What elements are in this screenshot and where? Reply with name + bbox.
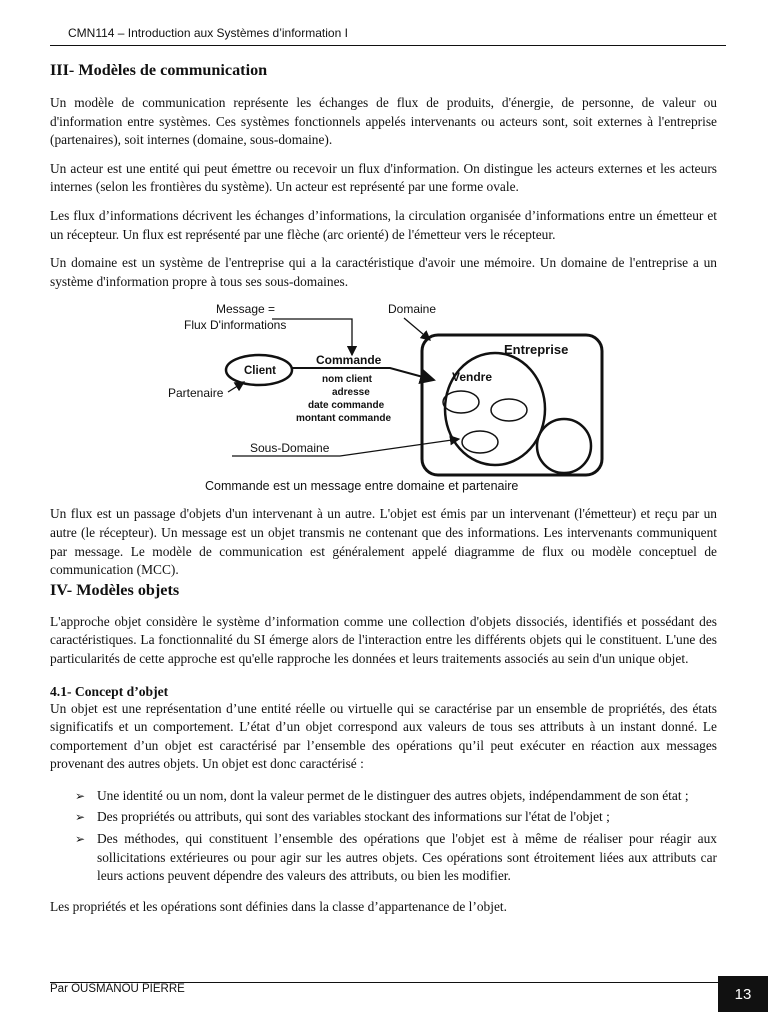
message-label-line2: Flux D'informations [184, 318, 287, 333]
list-item [50, 787, 717, 806]
list-item-text: Des propriétés ou attributs, qui sont des variables stockant des informations sur l'état de l'objet ; [97, 809, 610, 825]
bullet-arrow-icon: ➢ [75, 810, 86, 825]
section-3-title: III- Modèles de communication [50, 61, 268, 79]
list-item-text: Des méthodes, qui constituent l’ensemble des opérations que l'objet est à même de réaliser pour réagir aux sollicitations extérieures ou pour agir sur les autres objets. Ces opérations sont étroitement liées aux attributs car leurs actions peuvent dépendre des valeurs des attributs, ou bien les modifier. [97, 831, 717, 884]
list-item [50, 830, 717, 886]
commande-field-3: date commande [308, 400, 385, 412]
domain-oval [537, 419, 591, 473]
list-item-text: Une identité ou un nom, dont la valeur permet de le distinguer des autres objets, indépendamment de son état ; [97, 787, 689, 803]
sub-domain-oval-1 [443, 391, 479, 413]
communication-diagram [50, 299, 717, 505]
diagram-caption: Commande est un message entre domaine et partenaire [205, 479, 519, 494]
section-3-paragraph-4: Un domaine est un système de l'entreprise qui a la caractéristique d'avoir une mémoire. Un domaine de l'entreprise a un système d'information propre à tous ses sous-domaines. [50, 255, 717, 289]
section-4-paragraph-2: Un objet est une représentation d’une entité réelle ou virtuelle qui se caractérise par un ensemble de propriétés, des états significatifs et un comportement. L’état d’un objet correspond aux valeurs de tous ses attributs à un instant donné. Le comportement d’un objet est caractérisé par l’ensemble des opérations qu’il peut exécuter en réaction aux messages provenant des autres objets. Un objet est donc caractérisé : [50, 700, 717, 772]
page-number-badge: 13 [718, 976, 768, 1012]
domaine-label: Domaine [388, 302, 437, 317]
running-header: CMN114 – Introduction aux Systèmes d’information I [68, 26, 348, 40]
section-4-paragraph-3: Les propriétés et les opérations sont définies dans la classe d’appartenance de l’objet. [50, 898, 507, 914]
domaine-arrow [404, 318, 430, 340]
communication-diagram-svg [162, 299, 612, 505]
commande-field-1: nom client [322, 374, 373, 386]
section-3-paragraph-1: Un modèle de communication représente les échanges de flux de produits, d'énergie, de personne, de valeur ou d'information entre systèmes. Ces systèmes fonctionnels appelés intervenants ou acteurs sont, soit externes à l'entreprise (partenaires), soit internes (domaine, sous-domaine). [50, 95, 717, 148]
section-4-title: IV- Modèles objets [50, 580, 180, 599]
sub-domain-oval-3 [462, 431, 498, 453]
header-rule [50, 45, 726, 46]
subsection-4-1-title: 4.1- Concept d’objet [50, 683, 169, 699]
object-characteristics-list [50, 787, 717, 886]
message-label-line1: Message = [216, 302, 276, 317]
sub-domain-oval-2 [491, 399, 527, 421]
section-3-paragraph-2: Un acteur est une entité qui peut émettre ou recevoir un flux d'information. On distingue les acteurs externes et les acteurs internes (selon les frontières du système). Un acteur est représenté par une forme ovale. [50, 160, 717, 195]
commande-field-2: adresse [332, 387, 370, 399]
section-3-paragraph-5: Un flux est un passage d'objets d'un intervenant à un autre. L'objet est émis par un intervenant (l'émetteur) et reçu par un autre (le récepteur). Un message est un objet transmis ne contenant que des informations. Les intervenants communiquent par message. Le modèle de communication est généralement appelé diagramme de flux ou modèle conceptuel de communication (MCC). [50, 506, 717, 578]
bullet-arrow-icon: ➢ [75, 788, 86, 803]
entreprise-label: Entreprise [504, 342, 569, 358]
partenaire-arrow [228, 382, 244, 392]
page-body [50, 60, 717, 916]
client-label: Client [244, 365, 276, 378]
commande-field-4: montant commande [296, 413, 392, 425]
footer-author: Par OUSMANOU PIERRE [50, 983, 185, 995]
commande-label: Commande [316, 353, 382, 368]
vendre-label: Vendre [452, 370, 493, 385]
sous-domaine-label: Sous-Domaine [250, 441, 330, 456]
partenaire-label: Partenaire [168, 386, 224, 401]
section-4-paragraph-1: L'approche objet considère le système d’information comme une collection d'objets dissociés, identifiés et possédant des caractéristiques. La fonctionnalité du SI émerge alors de l'interaction entre les différents objets qui le constituent. L'une des particularités de cette approche est qu'elle rapproche les données et leurs traitements associés au sein d'un unique objet. [50, 613, 717, 666]
bullet-arrow-icon: ➢ [75, 832, 86, 847]
list-item [50, 808, 717, 827]
section-3-paragraph-3: Les flux d’informations décrivent les échanges d’informations, la circulation organisée d’informations entre un émetteur et un récepteur. Un flux est représenté par une flèche (arc orienté) de l'émetteur vers le récepteur. [50, 207, 717, 242]
